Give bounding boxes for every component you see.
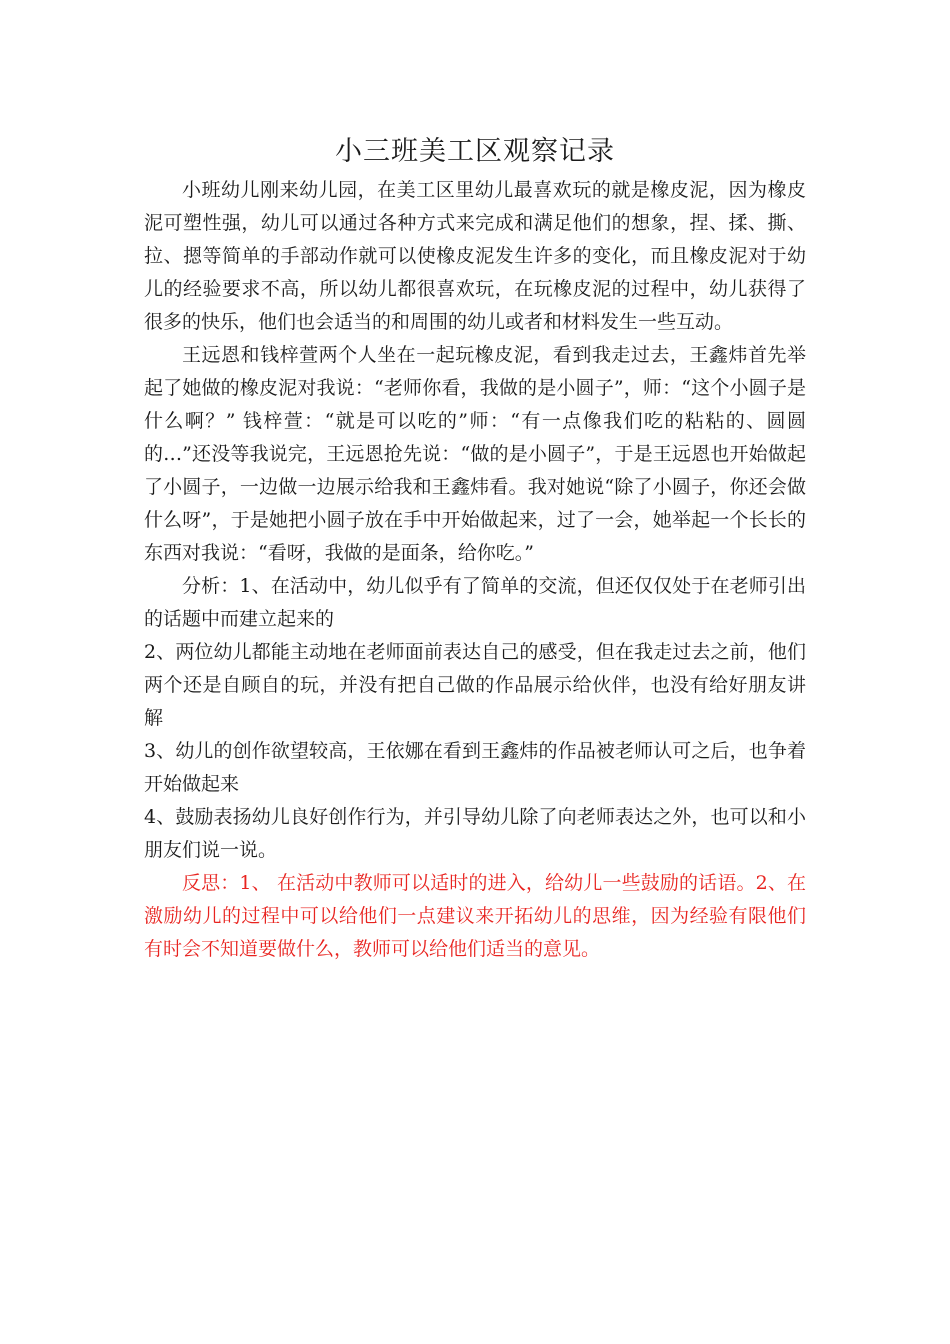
observation-paragraph: 王远恩和钱梓萱两个人坐在一起玩橡皮泥，看到我走过去，王鑫炜首先举起了她做的橡皮泥对我说：“老师你看，我做的是小圆子”，师：“这个小圆子是什么啊？” 钱梓萱：“就是可以吃的”师：“有一点像我们吃的粘粘的、圆圆的…”还没等我说完，王远恩抢先说：“做的是小圆子”，于是王远恩也开始做起了小圆子，一边做一边展示给我和王鑫炜看。我对她说“除了小圆子，你还会做什么呀”，于是她把小圆子放在手中开始做起来，过了一会，她举起一个长长的东西对我说：“看呀，我做的是面条，给你吃。” xyxy=(144,344,806,564)
analysis-paragraph-3: 3、幼儿的创作欲望较高，王依娜在看到王鑫炜的作品被老师认可之后，也争着开始做起来 xyxy=(144,740,806,795)
intro-paragraph: 小班幼儿刚来幼儿园，在美工区里幼儿最喜欢玩的就是橡皮泥，因为橡皮泥可塑性强，幼儿可以通过各种方式来完成和满足他们的想象，捏、揉、撕、拉、摁等简单的手部动作就可以使橡皮泥发生许多的变化，而且橡皮泥对于幼儿的经验要求不高，所以幼儿都很喜欢玩，在玩橡皮泥的过程中，幼儿获得了很多的快乐，他们也会适当的和周围的幼儿或者和材料发生一些互动。 xyxy=(144,179,806,333)
document-body xyxy=(144,132,806,966)
reflection-paragraph: 反思：1、 在活动中教师可以适时的进入，给幼儿一些鼓励的话语。2、在激励幼儿的过程中可以给他们一点建议来开拓幼儿的思维，因为经验有限他们有时会不知道要做什么，教师可以给他们适当的意见。 xyxy=(144,872,806,960)
analysis-paragraph-1: 分析：1、在活动中，幼儿似乎有了简单的交流，但还仅仅处于在老师引出的话题中而建立起来的 xyxy=(144,575,806,630)
analysis-paragraph-2: 2、两位幼儿都能主动地在老师面前表达自己的感受，但在我走过去之前，他们两个还是自顾自的玩，并没有把自己做的作品展示给伙伴，也没有给好朋友讲解 xyxy=(144,641,806,729)
analysis-paragraph-4: 4、鼓励表扬幼儿良好创作行为，并引导幼儿除了向老师表达之外，也可以和小朋友们说一说。 xyxy=(144,806,806,861)
document-title: 小三班美工区观察记录 xyxy=(335,136,615,167)
